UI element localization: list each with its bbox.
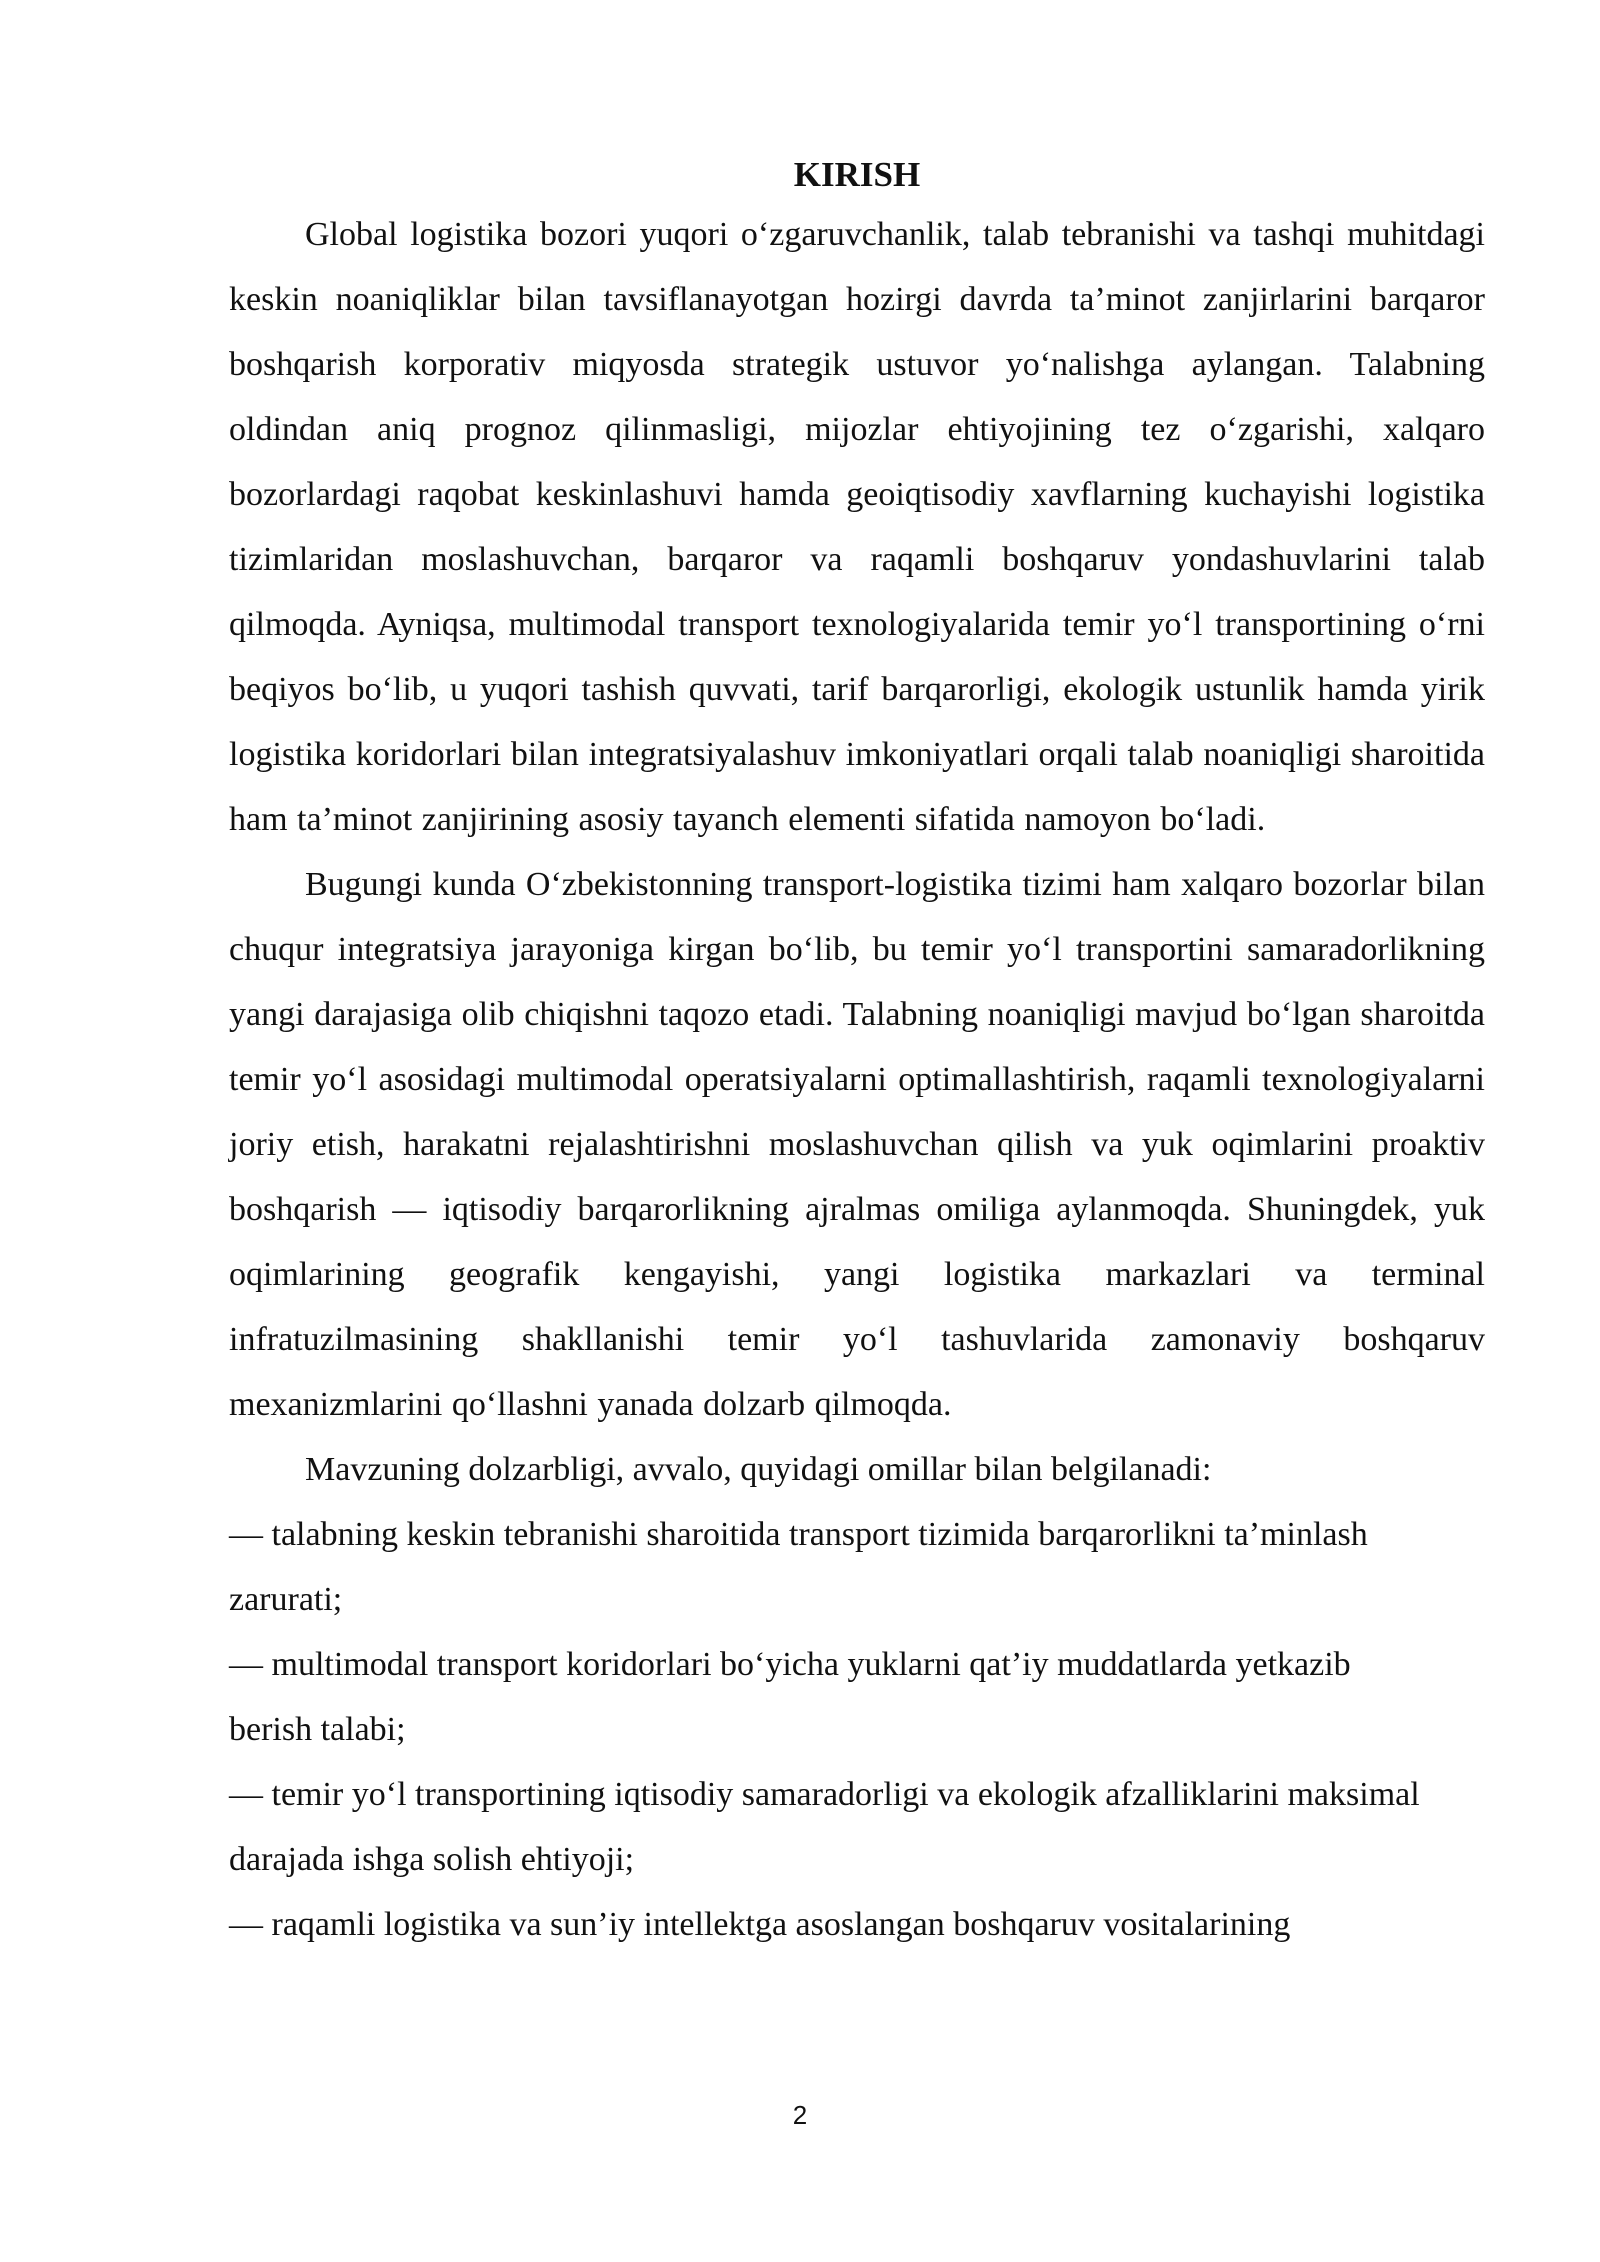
list-item: — temir yo‘l transportining iqtisodiy samaradorligi va ekologik afzalliklarini maksimal darajada ishga solish ehtiyoji; (229, 1776, 1420, 1878)
paragraph-1: Global logistika bozori yuqori o‘zgaruvchanlik, talab tebranishi va tashqi muhitdagi keskin noaniqliklar bilan tavsiflanayotgan hozirgi davrda ta’minot zanjirlarini barqaror boshqarish korporativ miqyosda strategik ustuvor yo‘nalishga aylangan. Talabning oldindan aniq prognoz qilinmasligi, mijozlar ehtiyojining tez o‘zgarishi, xalqaro bozorlardagi raqobat keskinlashuvi hamda geoiqtisodiy xavflarning kuchayishi logistika tizimlaridan moslashuvchan, barqaror va raqamli boshqaruv yondashuvlarini talab qilmoqda. Ayniqsa, multimodal transport texnologiyalarida temir yo‘l transportining o‘rni beqiyos bo‘lib, u yuqori tashish quvvati, tarif barqarorligi, ekologik ustunlik hamda yirik logistika koridorlari bilan integratsiyalashuv imkoniyatlari orqali talab noaniqligi sharoitida ham ta’minot zanjirining asosiy tayanch elementi sifatida namoyon bo‘ladi. (229, 216, 1485, 838)
paragraph-2: Bugungi kunda O‘zbekistonning transport-logistika tizimi ham xalqaro bozorlar bilan chuqur integratsiya jarayoniga kirgan bo‘lib, bu temir yo‘l transportini samaradorlikning yangi darajasiga olib chiqishni taqozo etadi. Talabning noaniqligi mavjud bo‘lgan sharoitda temir yo‘l asosidagi multimodal operatsiyalarni optimallashtirish, raqamli texnologiyalarni joriy etish, harakatni rejalashtirishni moslashuvchan qilish va yuk oqimlarini proaktiv boshqarish — iqtisodiy barqarorlikning ajralmas omiliga aylanmoqda. Shuningdek, yuk oqimlarining geografik kengayishi, yangi logistika markazlari va terminal infratuzilmasining shakllanishi temir yo‘l tashuvlarida zamonaviy boshqaruv mexanizmlarini qo‘llashni yanada dolzarb qilmoqda. (229, 866, 1485, 1423)
list-intro: Mavzuning dolzarbligi, avvalo, quyidagi omillar bilan belgilanadi: (305, 1451, 1212, 1488)
list-item: — raqamli logistika va sun’iy intellektga asoslangan boshqaruv vositalarining (229, 1906, 1291, 1943)
page-number: 2 (792, 2100, 808, 2130)
document-page (229, 148, 1485, 1957)
list-item: — talabning keskin tebranishi sharoitida transport tizimida barqarorlikni ta’minlash zarurati; (229, 1516, 1368, 1618)
list-item: — multimodal transport koridorlari bo‘yicha yuklarni qat’iy muddatlarda yetkazib berish talabi; (229, 1646, 1351, 1748)
factors-list (229, 1502, 1485, 1957)
section-title: KIRISH (793, 155, 921, 194)
